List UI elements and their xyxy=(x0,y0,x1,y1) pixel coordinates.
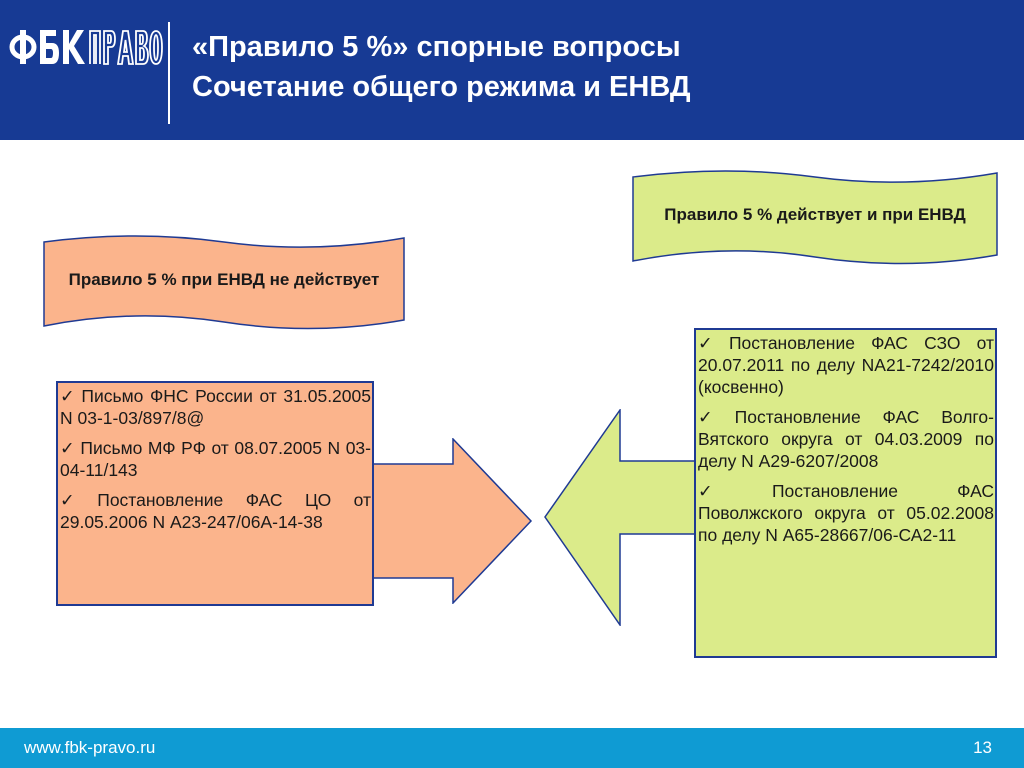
list-item: ✓ Постановление ФАС Волго-Вятского округа от 04.03.2009 по делу N А29-6207/2008 xyxy=(698,407,994,471)
checkmark-icon: ✓ xyxy=(60,490,93,510)
page-number: 13 xyxy=(973,738,992,757)
checkmark-icon: ✓ xyxy=(698,481,767,501)
list-item: ✓ Письмо МФ РФ от 08.07.2005 N 03-04-11/143 xyxy=(60,438,371,480)
header-divider xyxy=(168,22,170,124)
checkmark-icon: ✓ xyxy=(698,333,724,353)
slide-title-line-2: Сочетание общего режима и ЕНВД xyxy=(192,71,691,103)
arrow-right-icon xyxy=(371,438,533,604)
banner-rule-applied xyxy=(631,171,999,271)
banner-rule-not-applied xyxy=(42,236,406,336)
box-rule-not-applied xyxy=(56,381,374,606)
arrow-left-icon xyxy=(544,409,699,626)
box-rule-applied xyxy=(694,328,997,658)
checkmark-icon: ✓ xyxy=(60,438,76,458)
fbk-pravo-logo xyxy=(8,26,164,68)
banner-left-text: Правило 5 % при ЕНВД не действует xyxy=(68,269,380,289)
list-item: ✓ Письмо ФНС России от 31.05.2005 N 03-1-03/897/8@ xyxy=(60,386,371,428)
checkmark-icon: ✓ xyxy=(698,407,730,427)
checkmark-icon: ✓ xyxy=(60,386,77,406)
list-item: ✓ Постановление ФАС СЗО от 20.07.2011 по делу NА21-7242/2010 (косвенно) xyxy=(698,333,994,397)
slide-title-line-1: «Правило 5 %» спорные вопросы xyxy=(192,31,681,63)
footer-bar xyxy=(0,728,1024,768)
banner-right-text: Правило 5 % действует и при ЕНВД xyxy=(664,204,966,224)
footer-website-link[interactable]: www.fbk-pravo.ru xyxy=(24,738,156,757)
header-bar xyxy=(0,0,1024,140)
list-item: ✓ Постановление ФАС Поволжского округа от 05.02.2008 по делу N А65-28667/06-СА2-11 xyxy=(698,481,994,545)
list-item: ✓ Постановление ФАС ЦО от 29.05.2006 N А23-247/06А-14-38 xyxy=(60,490,371,532)
